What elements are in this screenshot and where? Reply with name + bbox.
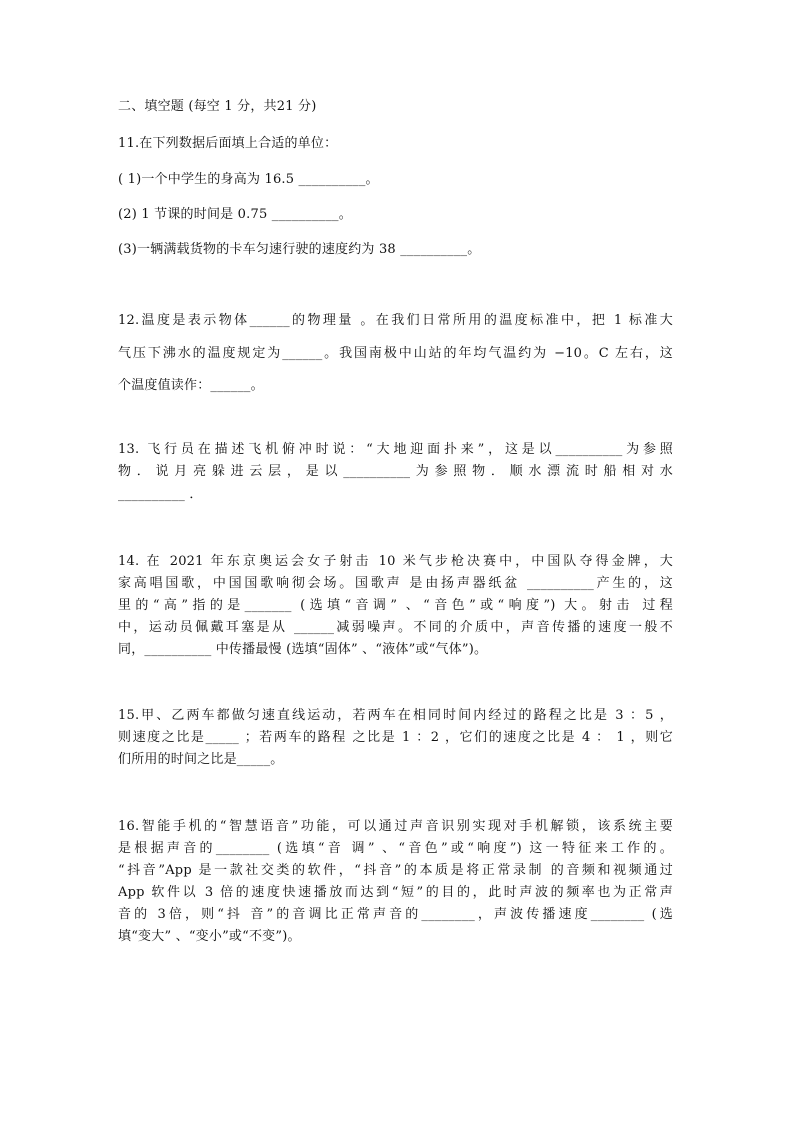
section-heading: 二、填空题 (每空 1 分，共21 分) [118,99,317,114]
q16-line-5: 音的 3倍，则“抖 音”的音调比正常声音的________，声波传播速度________ (选 [118,907,673,922]
q14-line-5: 同，__________ 中传播最慢 (选填“固体” 、“液体”或“气体”)。 [118,642,488,657]
q13-line-2: 物．说月亮躲进云层，是以__________为参照物．顺水漂流时船相对水 [118,464,673,479]
q11-item-3: (3)一辆满载货物的卡车匀速行驶的速度约为 38 __________。 [118,242,481,257]
q16-line-2: 是根据声音的________ (选填“音 调” 、“音色”或“响度”) 这一特征来工作的。 [118,841,673,856]
q13-line-3: __________ ． [118,487,203,502]
q11-item-2: (2) 1 节课的时间是 0.75 __________。 [118,207,352,222]
q14-line-3: 里的“高”指的是_______ (选填“音调” 、“音色”或“响度”) 大。射击 过程 [118,598,673,613]
q15-line-3: 们所用的时间之比是_____。 [118,752,284,767]
q14-line-4: 中，运动员佩戴耳塞是从 ______减弱噪声。不同的介质中，声音传播的速度一般不 [118,620,673,635]
q12-line-2: 气压下沸水的温度规定为______。我国南极中山站的年均气温约为 −10。C 左右，这 [118,346,673,361]
q12-line-1: 12.温度是表示物体______的物理量 。在我们日常所用的温度标准中，把 1 标准大 [118,313,673,328]
q16-line-1: 16.智能手机的“智慧语音”功能，可以通过声音识别实现对手机解锁，该系统主要 [118,819,673,834]
q16-line-3: “抖音”App 是一款社交类的软件，“抖音”的本质是将正常录制 的音频和视频通过 [118,863,673,878]
q11-stem: 11.在下列数据后面填上合适的单位： [118,136,338,151]
q15-line-2: 则速度之比是_____ ；若两车的路程 之比是 1 ：2 ，它们的速度之比是 4 ： 1 ，则它 [118,730,673,745]
q16-line-4: App 软件以 3 倍的速度快速播放而达到“短”的目的，此时声波的频率也为正常声 [118,885,673,900]
q14-line-2: 家高唱国歌，中国国歌响彻会场。国歌声 是由扬声器纸盆 __________产生的，这 [118,576,673,591]
q13-line-1: 13. 飞行员在描述飞机俯冲时说：“大地迎面扑来”，这是以__________为参照 [118,442,673,457]
q16-line-6: 填“变大” 、“变小”或“不变”)。 [118,929,301,944]
q12-line-3: 个温度值读作：______。 [118,378,264,393]
q15-line-1: 15.甲、乙两车都做匀速直线运动，若两车在相同时间内经过的路程之比是 3 ：5 ， [118,708,673,723]
q11-item-1: ( 1)一个中学生的身高为 16.5 __________。 [118,172,379,187]
q14-line-1: 14. 在 2021 年东京奥运会女子射击 10 米气步枪决赛中，中国队夺得金牌，大 [118,554,673,569]
